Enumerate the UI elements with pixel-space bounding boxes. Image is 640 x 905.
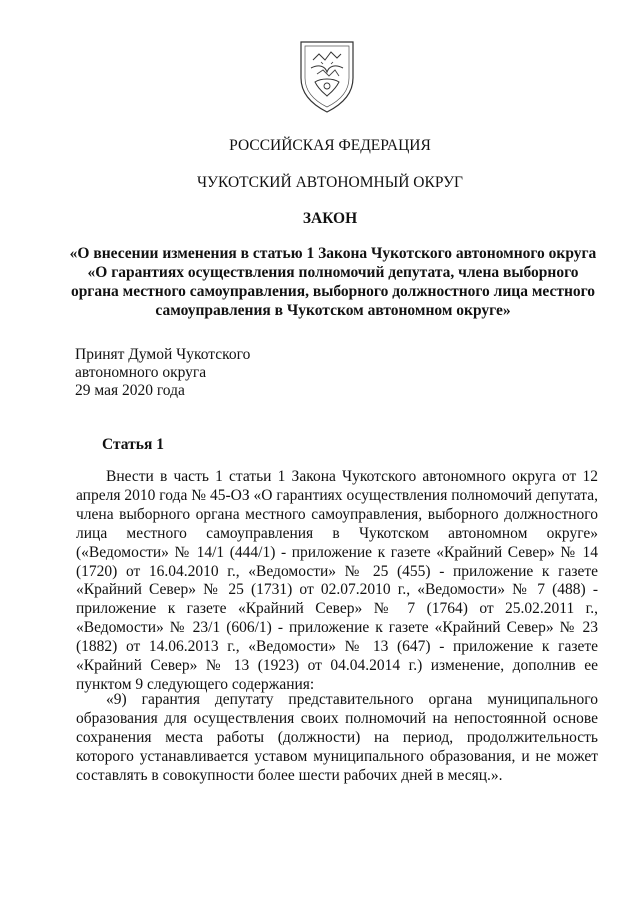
- article-heading: Статья 1: [102, 436, 164, 453]
- article-paragraph-1: Внести в часть 1 статьи 1 Закона Чукотского автономного округа от 12 апреля 2010 года № 45-ОЗ «О гарантиях осуществления полномочий депутата, члена выборного органа местного самоуправления, выборного должностного лица местного самоуправления в Чукотском автономном округе» («Ведомости» № 14/1 (444/1) - приложение к газете «Крайний Север» № 14 (1720) от 16.04.2010 г., «Ведомости» № 25 (455) - приложение к газете «Крайний Север» № 25 (1731) от 02.07.2010 г., «Ведомости» № 7 (488) - приложение к газете «Крайний Север» № 7 (1764) от 25.02.2011 г., «Ведомости» № 23/1 (606/1) - приложение к газете «Крайний Север» № 23 (1882) от 14.06.2013 г., «Ведомости» № 13 (647) - приложение к газете «Крайний Север» № 13 (1923) от 04.04.2014 г.) изменение, дополнив ее пунктом 9 следующего содержания:: [76, 468, 598, 693]
- okrug-heading: ЧУКОТСКИЙ АВТОНОМНЫЙ ОКРУГ: [196, 174, 464, 191]
- federation-heading: РОССИЙСКАЯ ФЕДЕРАЦИЯ: [229, 137, 431, 154]
- adoption-line-2: автономного округа: [75, 364, 207, 381]
- article-paragraph-2: «9) гарантия депутату представительного органа муниципального образования для осуществления своих полномочий на непостоянной основе сохранения места работы (должности) на период, продолжительность которого устанавливается уставом муниципального образования, и не может составлять в совокупности более шести рабочих дней в месяц.».: [76, 691, 598, 784]
- document-type-heading: ЗАКОН: [302, 210, 358, 227]
- adoption-date: 29 мая 2020 года: [75, 382, 185, 399]
- law-title: «О внесении изменения в статью 1 Закона Чукотского автономного округа «О гарантиях осуществления полномочий депутата, члена выборного органа местного самоуправления, выборного должностного лица местного самоуправления в Чукотском автономном округе»: [69, 245, 597, 319]
- adoption-line-1: Принят Думой Чукотского: [75, 346, 251, 363]
- adoption-info: [75, 346, 250, 400]
- coat-of-arms-emblem-icon: [295, 34, 359, 114]
